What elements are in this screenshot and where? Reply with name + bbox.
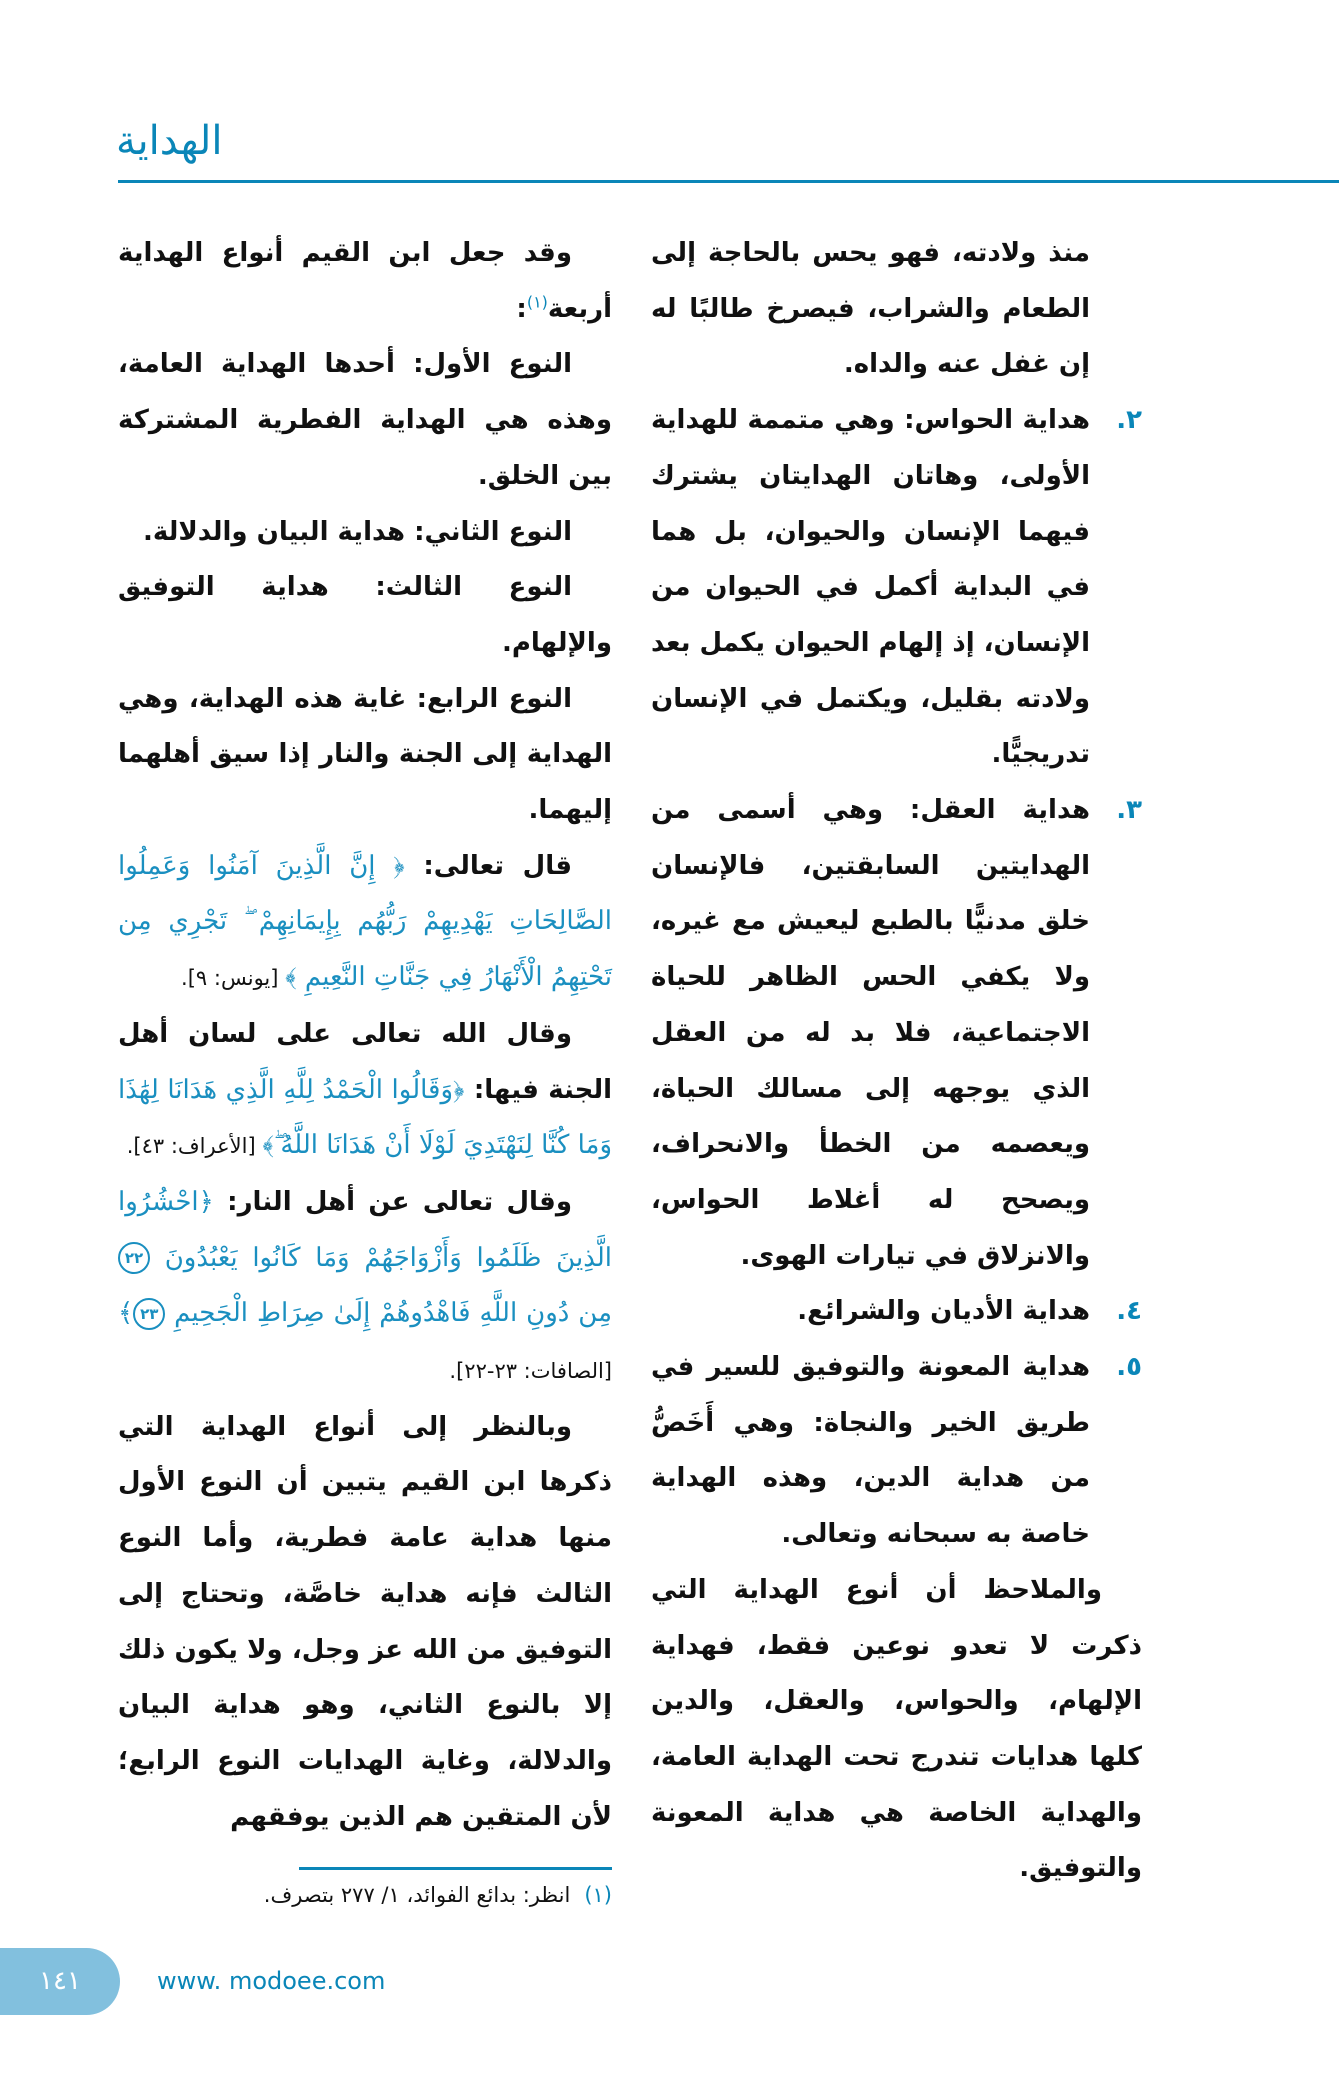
footnote-text: انظر: بدائع الفوائد، ١/ ٢٧٧ بتصرف. xyxy=(263,1883,571,1908)
body-text: وبالنظر إلى أنواع الهداية التي ذكرها ابن القيم يتبين أن النوع الأول منها هداية عامة فطرية، وأما النوع الثالث فإنه هداية خاصَّة، وتحتاج إلى التوفيق من الله عز وجل، ولا يكون ذلك إلا بالنوع الثاني، وهو هداية البيان والدلالة، وغاية الهدايات النوع الرابع؛ لأن المتقين هم الذين يوفقهم xyxy=(118,1411,612,1832)
verse-citation: [الصافات: ٢٣-٢٢]. xyxy=(449,1359,612,1384)
body-text: قال تعالى: xyxy=(404,850,572,881)
quran-verse: مِن دُونِ اللَّهِ فَاهْدُوهُمْ إِلَىٰ صِرَاطِ الْجَحِيمِ xyxy=(165,1298,612,1329)
left-column-text xyxy=(118,226,612,1845)
body-text: النوع الرابع: غاية هذه الهداية، وهي الهداية إلى الجنة والنار إذا سيق أهلهما إليهما. xyxy=(118,683,612,826)
right-column-text xyxy=(651,226,1142,1897)
list-number: ٢. xyxy=(1116,405,1142,436)
page-footer xyxy=(0,1948,1339,2015)
verse-number-marker: ٢٢ xyxy=(118,1242,150,1274)
list-number: ٤. xyxy=(1116,1296,1142,1327)
body-text: هداية الأديان والشرائع. xyxy=(797,1296,1090,1327)
paragraph xyxy=(118,337,612,504)
quran-verse: ﴾ xyxy=(118,1298,134,1329)
paragraph xyxy=(118,1007,612,1175)
paragraph xyxy=(651,226,1142,393)
page-number-badge: ١٤١ xyxy=(0,1948,120,2015)
list-number: ٥. xyxy=(1116,1352,1142,1383)
verse-number-marker: ٢٣ xyxy=(133,1298,165,1330)
quran-verse: ﴿وَقَالُوا الْحَمْدُ لِلَّهِ الَّذِي هَدَانَا لِهَٰذَا وَمَا كُنَّا لِنَهْتَدِيَ لَوْلَا أَنْ هَدَانَا اللَّهُ ۖ﴾ xyxy=(118,1074,612,1161)
body-text: النوع الثالث: هداية التوفيق والإلهام. xyxy=(118,572,612,658)
paragraph xyxy=(118,1175,612,1400)
quran-verse: ﴿احْشُرُوا الَّذِينَ ظَلَمُوا وَأَزْوَاجَهُمْ وَمَا كَانُوا يَعْبُدُونَ xyxy=(118,1186,612,1273)
footnote-divider xyxy=(299,1867,612,1870)
quran-verse: ﴿ إِنَّ الَّذِينَ آمَنُوا وَعَمِلُوا الصَّالِحَاتِ يَهْدِيهِمْ رَبُّهُم بِإِيمَانِهِمْ ۖ تَجْرِي مِن تَحْتِهِمُ الْأَنْهَارُ فِي جَنَّاتِ النَّعِيمِ ﴾ xyxy=(118,850,612,993)
paragraph xyxy=(118,226,612,337)
verse-citation: [الأعراف: ٤٣]. xyxy=(126,1134,263,1159)
body-text: وقد جعل ابن القيم أنواع الهداية أربعة xyxy=(118,238,612,324)
body-text: والملاحظ أن أنوع الهداية التي ذكرت لا تعدو نوعين فقط، فهداية الإلهام، والحواس، والعقل، والدين كلها هدايات تندرج تحت الهداية العامة، والهداية الخاصة هي هداية المعونة والتوفيق. xyxy=(651,1574,1142,1884)
list-item xyxy=(651,393,1142,783)
right-text-column xyxy=(651,226,1142,1897)
website-link[interactable]: www. modoee.com xyxy=(157,1967,386,1996)
paragraph xyxy=(118,560,612,671)
paragraph xyxy=(118,1400,612,1846)
paragraph xyxy=(118,505,612,561)
running-header-title: الهداية xyxy=(116,118,223,164)
body-text: منذ ولادته، فهو يحس بالحاجة إلى الطعام والشراب، فيصرخ طالبًا له إن غفل عنه والداه. xyxy=(651,238,1090,380)
verse-citation: [يونس: ٩]. xyxy=(181,966,286,991)
body-text: هداية المعونة والتوفيق للسير في طريق الخير والنجاة: وهي أَخَصُّ من هداية الدين، وهذه الهداية خاصة به سبحانه وتعالى. xyxy=(651,1352,1090,1550)
left-text-column xyxy=(118,226,612,1912)
paragraph xyxy=(118,839,612,1007)
body-text: النوع الثاني: هداية البيان والدلالة. xyxy=(142,516,572,547)
paragraph xyxy=(651,1563,1142,1897)
body-text: هداية العقل: وهي أسمى من الهدايتين السابقتين، فالإنسان خلق مدنيًّا بالطبع ليعيش مع غيره، ولا يكفي الحس الظاهر للحياة الاجتماعية، فلا بد له من العقل الذي يوجهه إلى مسالك الحياة، ويعصمه من الخطأ والانحراف، ويصحح له أغلاط الحواس، والانزلاق في تيارات الهوى. xyxy=(651,795,1090,1271)
body-text: وقال الله تعالى على لسان أهل الجنة فيها: xyxy=(118,1018,612,1105)
body-text: وقال تعالى عن أهل النار: xyxy=(213,1186,572,1217)
body-text: : xyxy=(516,293,527,324)
footnote xyxy=(118,1878,612,1912)
list-item xyxy=(651,1284,1142,1340)
paragraph xyxy=(118,672,612,839)
header-divider xyxy=(118,180,1339,183)
list-number: ٣. xyxy=(1116,795,1142,826)
footnote-mark: (١) xyxy=(584,1883,612,1908)
list-item xyxy=(651,1340,1142,1563)
list-item xyxy=(651,783,1142,1284)
body-text: هداية الحواس: وهي متممة للهداية الأولى، وهاتان الهدايتان يشترك فيهما الإنسان والحيوان، بل هما في البداية أكمل في الحيوان من الإنسان، إذ إلهام الحيوان يكمل بعد ولادته بقليل، ويكتمل في الإنسان تدريجيًّا. xyxy=(651,405,1090,770)
footnote-reference: (١) xyxy=(526,292,548,312)
body-text: النوع الأول: أحدها الهداية العامة، وهذه هي الهداية الفطرية المشتركة بين الخلق. xyxy=(118,349,612,491)
